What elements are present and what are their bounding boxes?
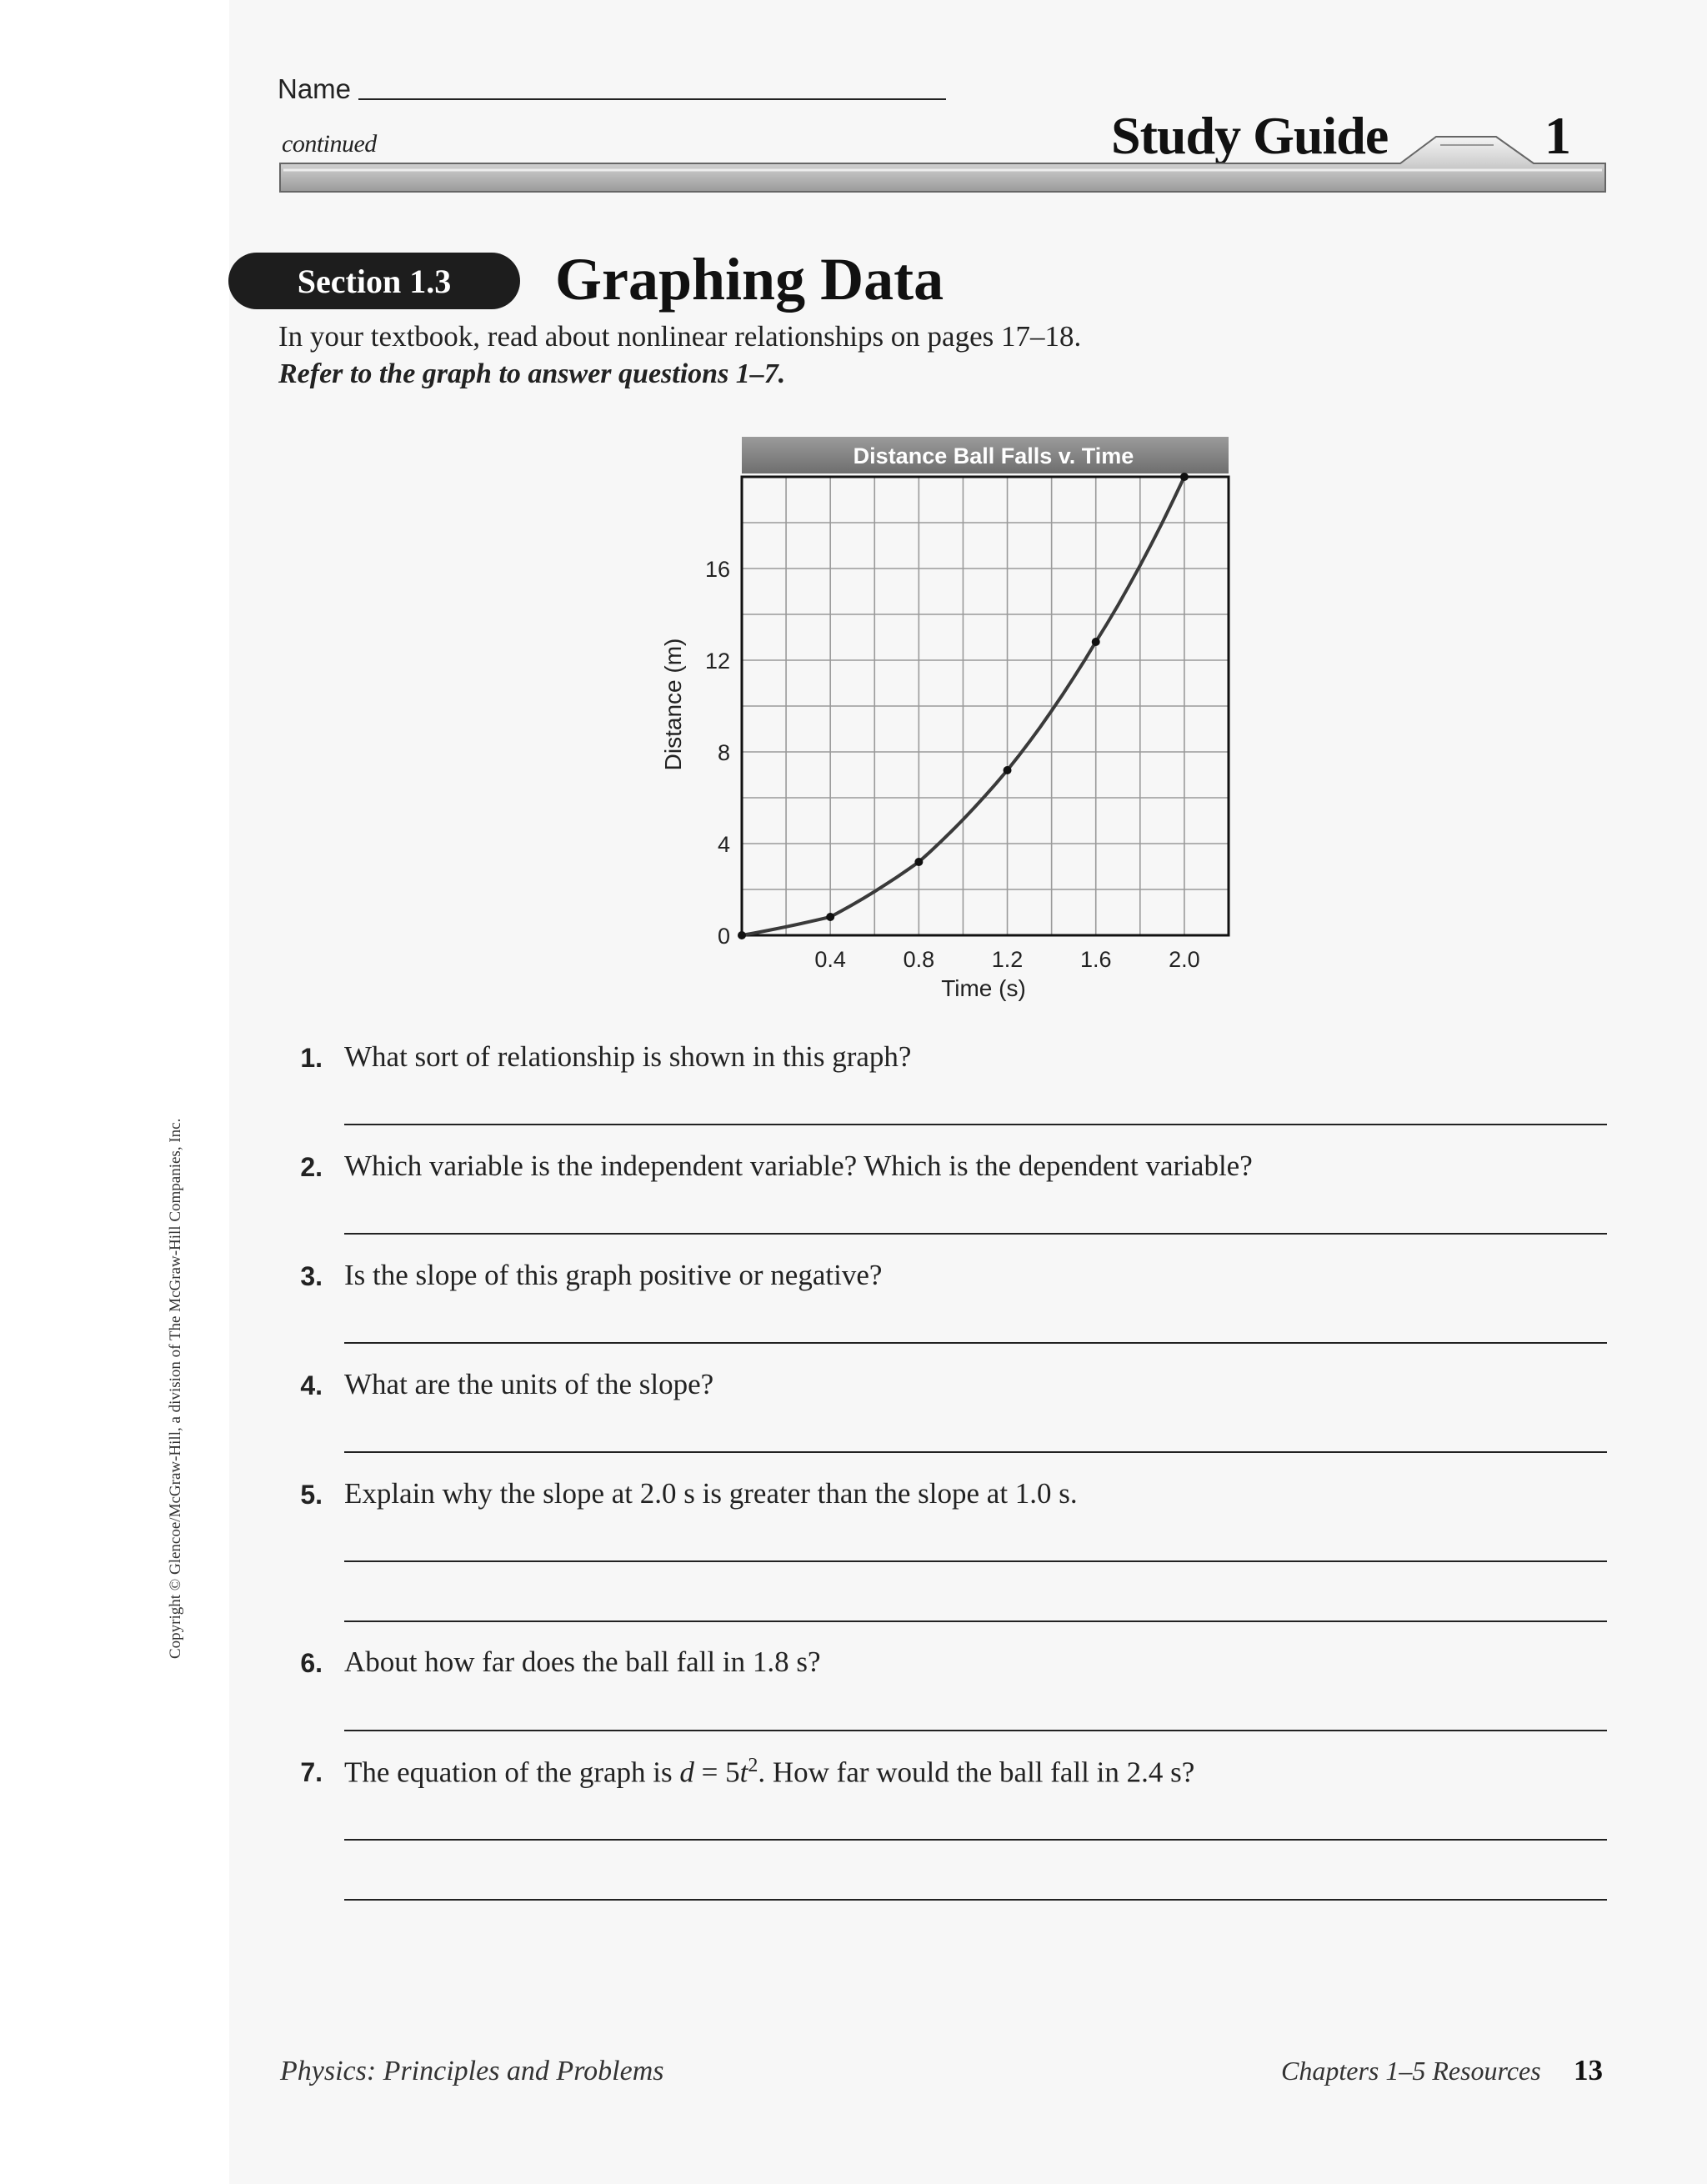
y-tick-label: 12 (704, 649, 730, 674)
answer-line-1[interactable] (344, 1124, 1607, 1125)
answer-line-7b[interactable] (344, 1899, 1607, 1901)
x-axis-label: Time (s) (941, 975, 1026, 1001)
question-1-number: 1. (300, 1043, 323, 1073)
chart-title: Distance Ball Falls v. Time (853, 443, 1134, 468)
answer-line-2[interactable] (344, 1233, 1607, 1235)
study-guide-title: Study Guide (1111, 106, 1389, 165)
study-guide-number: 1 (1544, 106, 1571, 165)
answer-line-6[interactable] (344, 1730, 1607, 1731)
answer-line-5b[interactable] (344, 1620, 1607, 1622)
data-point (738, 931, 746, 939)
answer-line-3[interactable] (344, 1342, 1607, 1344)
data-point (914, 858, 923, 866)
footer-book-title: Physics: Principles and Problems (280, 2056, 664, 2086)
x-tick-label: 0.8 (903, 947, 935, 972)
answer-line-5a[interactable] (344, 1560, 1607, 1562)
y-axis-label: Distance (m) (660, 638, 686, 771)
q7-text-before: The equation of the graph is (344, 1756, 680, 1789)
data-point (1004, 766, 1012, 774)
question-1-text: What sort of relationship is shown in this graph? (344, 1040, 912, 1073)
continued-label: continued (282, 130, 377, 158)
section-badge: Section 1.3 (228, 253, 520, 309)
header-tab-bar (275, 125, 1609, 200)
footer-page-number: 13 (1574, 2054, 1603, 2086)
x-tick-label: 0.4 (814, 947, 846, 972)
question-6-number: 6. (300, 1648, 323, 1678)
section-title: Graphing Data (555, 246, 944, 313)
data-point (1092, 638, 1100, 646)
question-6-text: About how far does the ball fall in 1.8 s? (344, 1646, 821, 1678)
question-3-text: Is the slope of this graph positive or negative? (344, 1259, 883, 1291)
question-7-number: 7. (300, 1757, 323, 1787)
y-tick-label: 16 (704, 557, 730, 582)
footer-resources: Chapters 1–5 Resources (1281, 2056, 1541, 2086)
left-margin (0, 0, 229, 2184)
chart-grid (742, 477, 1229, 935)
x-tick-label: 2.0 (1169, 947, 1200, 972)
question-4-text: What are the units of the slope? (344, 1368, 714, 1400)
instruction-text: Refer to the graph to answer questions 1–7. (278, 358, 786, 389)
question-4-number: 4. (300, 1370, 323, 1400)
x-tick-labels (814, 947, 1199, 972)
data-point (1180, 473, 1189, 481)
name-field-line[interactable] (358, 98, 946, 100)
q7-var-d: d (679, 1756, 694, 1789)
data-point (826, 913, 834, 921)
y-tick-label: 8 (717, 740, 730, 765)
y-tick-label: 4 (717, 832, 730, 857)
q7-equals: = 5 (693, 1756, 740, 1789)
q7-exponent: 2 (748, 1755, 758, 1776)
question-5-number: 5. (300, 1480, 323, 1510)
x-tick-label: 1.6 (1079, 947, 1112, 972)
question-3-number: 3. (300, 1261, 323, 1291)
distance-time-chart (633, 425, 1267, 1009)
y-tick-labels (705, 557, 730, 949)
answer-line-4[interactable] (344, 1451, 1607, 1453)
question-2-number: 2. (300, 1152, 323, 1182)
question-7-text (344, 1755, 1194, 1790)
intro-text: In your textbook, read about nonlinear relationships on pages 17–18. (278, 320, 1082, 353)
answer-line-7a[interactable] (344, 1839, 1607, 1841)
y-tick-label: 0 (717, 924, 730, 949)
x-tick-label: 1.2 (991, 947, 1024, 972)
question-2-text: Which variable is the independent variable? Which is the dependent variable? (344, 1150, 1253, 1182)
copyright-text: Copyright © Glencoe/McGraw-Hill, a division of The McGraw-Hill Companies, Inc. (167, 1118, 184, 1659)
question-5-text: Explain why the slope at 2.0 s is greater than the slope at 1.0 s. (344, 1477, 1078, 1510)
q7-text-after: . How far would the ball fall in 2.4 s? (758, 1756, 1195, 1789)
name-label: Name (278, 73, 352, 104)
q7-var-t: t (739, 1756, 748, 1789)
